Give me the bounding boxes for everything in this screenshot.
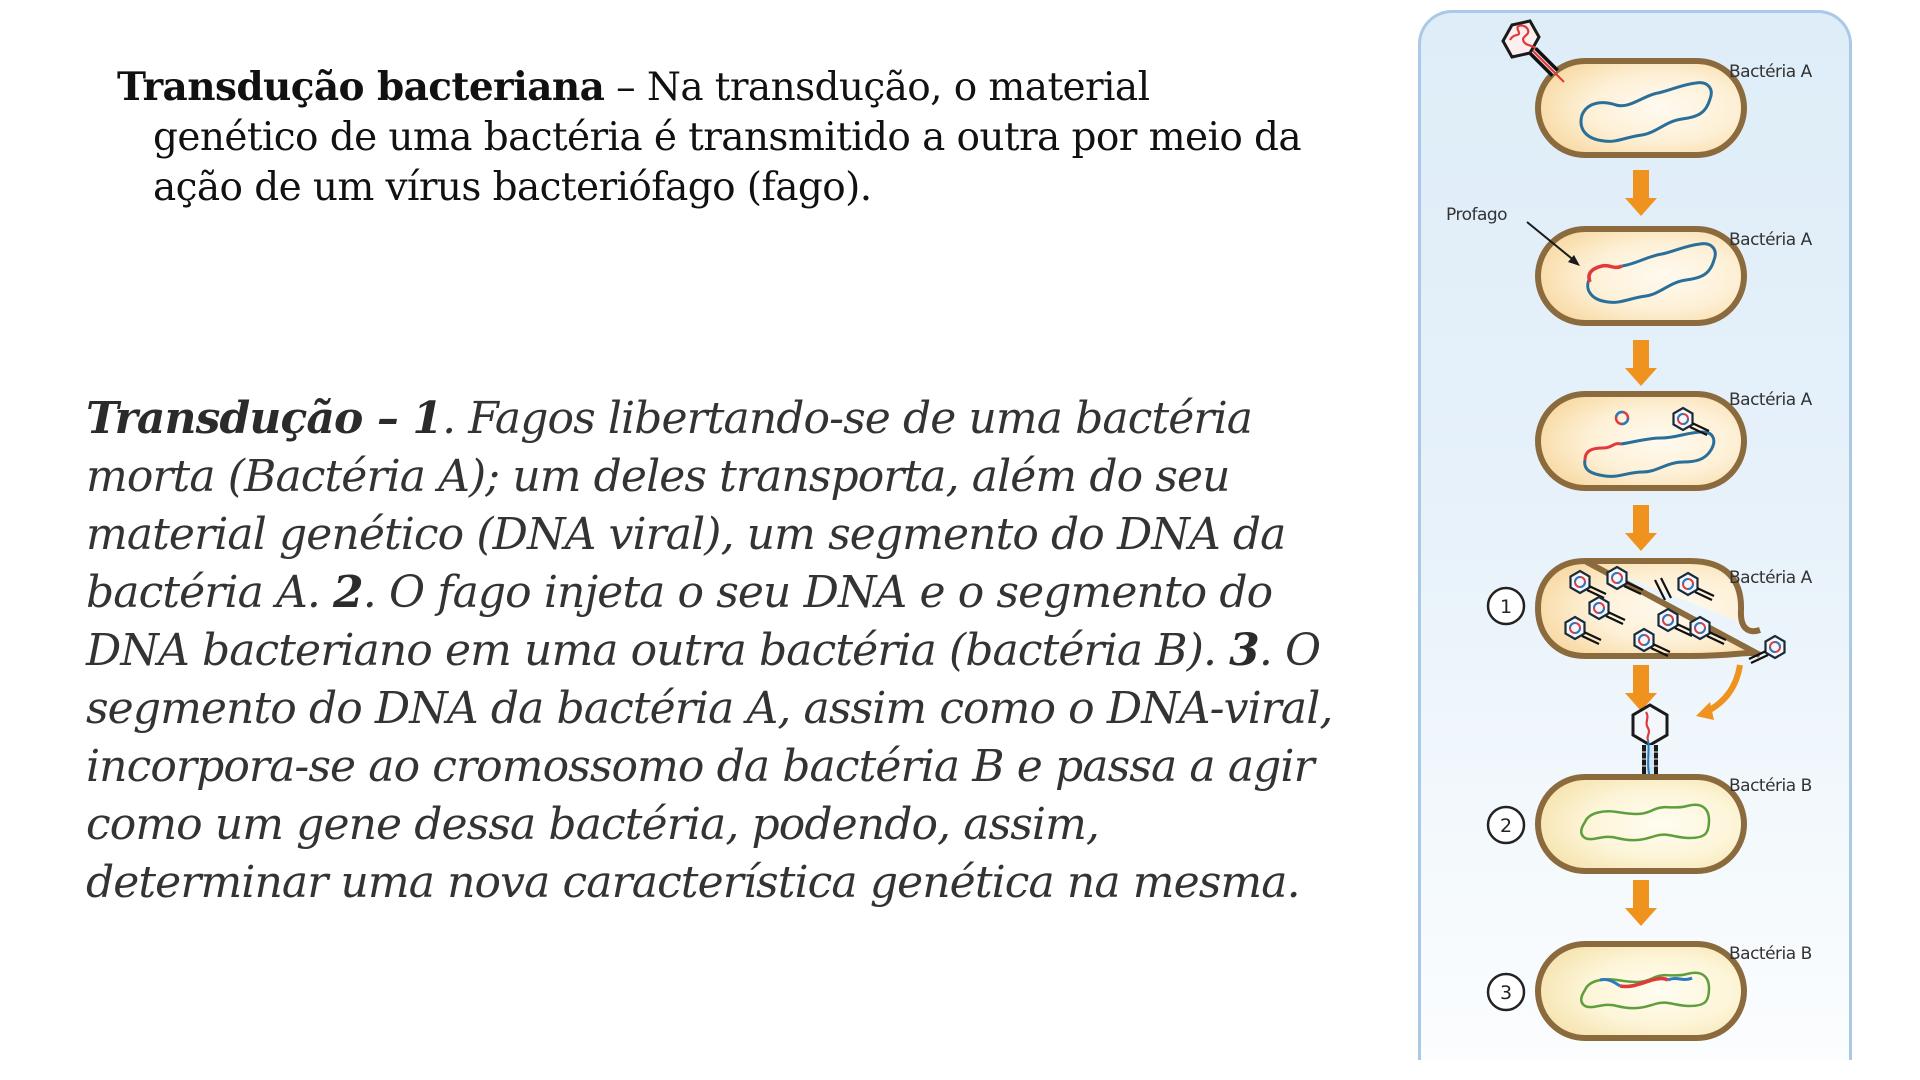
step-1-badge (1488, 588, 1524, 624)
step-2-text: . O fago injeta o seu DNA e o segmento do DNA bacteriano em uma outra bactéria (bactéria B). (86, 567, 1273, 676)
intro-text: Na transdução, o material genético de uma bactéria é transmitido a outra por meio da ação de um vírus bacteriófago (fago). (153, 65, 1302, 210)
step-3-badge (1488, 974, 1524, 1010)
label-bacteria-a-1: Bactéria A (1729, 62, 1812, 82)
bacteria-b-cell-6 (1538, 944, 1744, 1038)
arrow-down-icon (1625, 665, 1657, 711)
intro-title: Transdução bacteriana (117, 64, 605, 110)
step-2-badge (1488, 807, 1524, 843)
intro-dash: – (604, 65, 647, 110)
arrow-down-icon (1625, 340, 1657, 386)
label-bacteria-a-3: Bactéria A (1729, 390, 1812, 410)
step-1-number: 1 (412, 393, 443, 444)
arrow-down-icon (1625, 880, 1657, 926)
step-3-text: . O segmento do DNA da bactéria A, assim como o DNA-viral, incorpora-se ao cromossomo da bactéria B e passa a agir como um gene dessa bactéria, podendo, assim, determinar uma nova característica genética na mesma. (86, 625, 1333, 908)
arrow-down-icon (1625, 505, 1657, 551)
label-bacteria-a-4: Bactéria A (1729, 568, 1812, 588)
body-title: Transdução – (86, 393, 413, 444)
bacteria-a-cell-4-lysing (1538, 561, 1760, 656)
curved-arrow-icon (1696, 665, 1740, 720)
label-bacteria-b-6: Bactéria B (1729, 944, 1812, 964)
arrow-down-icon (1625, 170, 1657, 216)
bacteria-b-cell-5 (1538, 777, 1744, 871)
step-1-text: . Fagos libertando-se de uma bactéria morta (Bactéria A); um deles transporta, além do seu material genético (DNA viral), um segmento do DNA da bactéria A. (86, 393, 1286, 618)
label-bacteria-a-2: Bactéria A (1729, 230, 1812, 250)
bacteria-a-cell-1 (1538, 61, 1744, 155)
svg-text:2: 2 (1499, 815, 1513, 837)
step-2-number: 2 (333, 567, 363, 618)
step-3-number: 3 (1229, 625, 1259, 676)
phage-icon (1503, 21, 1564, 82)
svg-text:1: 1 (1499, 596, 1513, 618)
label-profago: Profago (1446, 205, 1508, 225)
bacteria-a-cell-3 (1538, 394, 1744, 488)
label-bacteria-b-5: Bactéria B (1729, 776, 1812, 796)
bacteria-a-cell-2 (1538, 229, 1744, 323)
svg-text:3: 3 (1499, 982, 1513, 1004)
